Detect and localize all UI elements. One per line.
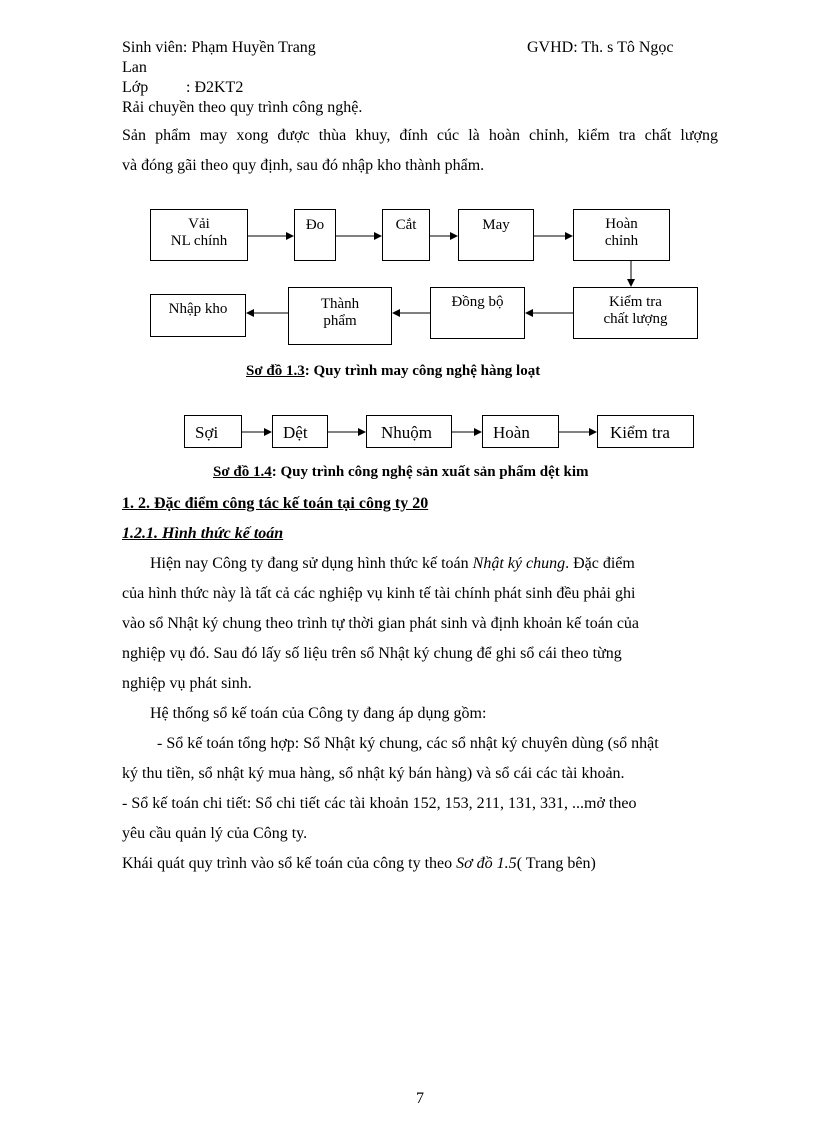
closing-italic: Sơ đồ 1.5 [456, 855, 517, 872]
para1-text-b: . Đặc điểm [565, 555, 635, 572]
student-name: Sinh viên: Phạm Huyền Trang [122, 39, 316, 56]
caption-1-4-text: : Quy trình công nghệ sản xuất sản phẩm dệt kim [271, 464, 589, 480]
section-subheading: 1.2.1. Hình thức kế toán [122, 525, 284, 542]
para1-line2: của hình thức này là tất cả các nghiệp vụ kinh tế tài chính phát sinh đều phải ghi [122, 585, 636, 602]
intro-line-1: Rải chuyền theo quy trình công nghệ. [122, 99, 363, 116]
box-may-line1: May [482, 217, 510, 233]
closing-text-b: ( Trang bên) [516, 855, 596, 872]
box-nhuom: Nhuộm [366, 415, 452, 448]
section-heading: 1. 2. Đặc điểm công tác kế toán tại công ty 20 [122, 495, 429, 512]
caption-1-4 [213, 464, 588, 481]
box-hoanchinh-line2: chỉnh [604, 233, 639, 249]
class-value: : Đ2KT2 [186, 79, 244, 96]
box-vai-line1: Vải [188, 216, 210, 232]
box-cat-line1: Cắt [395, 217, 417, 233]
box-det: Dệt [272, 415, 328, 448]
para1-line1 [150, 554, 635, 574]
box-thanhpham-line1: Thành [320, 296, 360, 312]
caption-1-4-label: Sơ đồ 1.4 [213, 464, 272, 480]
box-kiemtra-line1: Kiểm tra [609, 294, 662, 310]
class-label: Lớp [122, 79, 149, 96]
box-vai-line2: NL chính [170, 233, 228, 249]
caption-1-3-label: Sơ đồ 1.3 [246, 363, 305, 379]
box-hoan: Hoàn [482, 415, 559, 448]
para1-italic: Nhật ký chung [472, 555, 566, 572]
para1-line4: nghiệp vụ đó. Sau đó lấy số liệu trên sổ Nhật ký chung để ghi sổ cái theo từng [122, 645, 622, 662]
bullet2-line2: yêu cầu quản lý của Công ty. [122, 825, 308, 842]
page-number: 7 [416, 1090, 424, 1107]
caption-1-3 [246, 363, 540, 380]
box-dongbo-line1: Đồng bộ [451, 294, 504, 310]
para1-text-a: Hiện nay Công ty đang sử dụng hình thức kế toán [150, 555, 473, 572]
supervisor-name: GVHD: Th. s Tô Ngọc [527, 39, 674, 56]
para1-line5: nghiệp vụ phát sinh. [122, 675, 252, 692]
bullet1-line1: - Sổ kế toán tổng hợp: Sổ Nhật ký chung, các sổ nhật ký chuyên dùng (sổ nhật [157, 735, 659, 752]
para1-line3: vào sổ Nhật ký chung theo trình tự thời gian phát sinh và định khoản kế toán của [122, 615, 640, 632]
supervisor-name-wrap: Lan [122, 59, 147, 76]
box-nhapkho-line1: Nhập kho [168, 301, 228, 317]
intro-line-3: và đóng gãi theo quy định, sau đó nhập kho thành phẩm. [122, 157, 485, 174]
caption-1-3-text: : Quy trình may công nghệ hàng loạt [304, 363, 541, 379]
box-kiem-tra-2: Kiểm tra [597, 415, 694, 448]
bullet1-line2: ký thu tiền, sổ nhật ký mua hàng, sổ nhật ký bán hàng) và sổ cái các tài khoản. [122, 765, 625, 782]
box-thanhpham-line2: phẩm [323, 313, 357, 329]
bullet2-line1: - Sổ kế toán chi tiết: Sổ chi tiết các tài khoản 152, 153, 211, 131, 331, ...mở theo [122, 795, 637, 812]
closing-text-a: Khái quát quy trình vào sổ kế toán của công ty theo [122, 855, 457, 872]
box-soi: Sợi [184, 415, 242, 448]
box-do-line1: Đo [305, 217, 325, 233]
box-kiemtra-line2: chất lượng [603, 311, 668, 327]
box-hoanchinh-line1: Hoàn [605, 216, 638, 232]
closing-line [122, 854, 596, 874]
para2: Hệ thống sổ kế toán của Công ty đang áp dụng gồm: [150, 705, 487, 722]
intro-line-2: Sản phẩm may xong được thùa khuy, đính cúc là hoàn chỉnh, kiểm tra chất lượng [122, 127, 718, 144]
